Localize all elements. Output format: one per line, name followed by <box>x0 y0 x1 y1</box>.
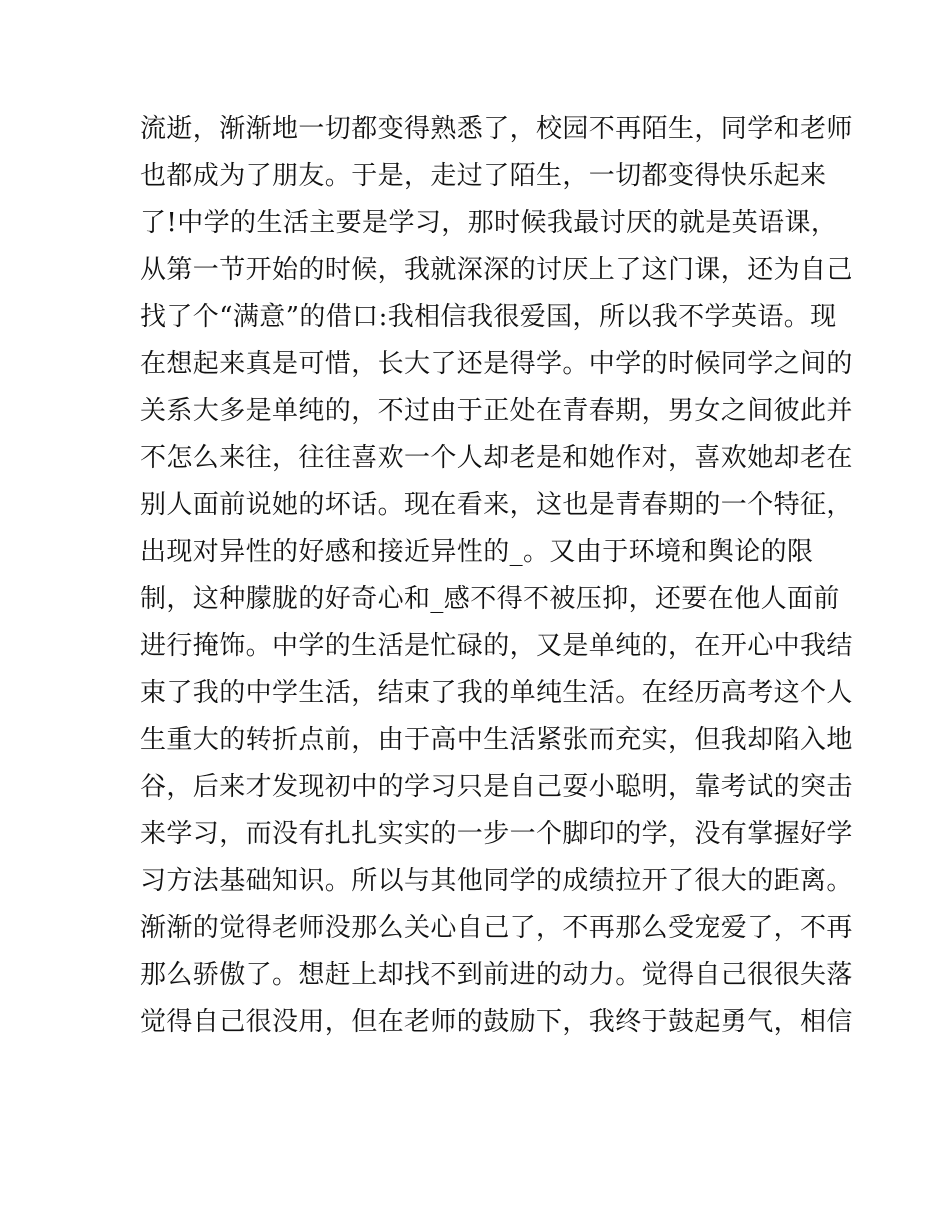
text-line: 在想起来真是可惜，长大了还是得学。中学的时候同学之间的 <box>140 349 853 379</box>
text-line: 来学习，而没有扎扎实实的一步一个脚印的学，没有掌握好学 <box>140 819 853 849</box>
text-line: 也都成为了朋友。于是，走过了陌生，一切都变得快乐起来 <box>140 161 827 191</box>
text-line: 关系大多是单纯的，不过由于正处在青春期，男女之间彼此并 <box>140 396 853 426</box>
text-line: 谷，后来才发现初中的学习只是自己耍小聪明，靠考试的突击 <box>140 772 853 802</box>
text-line: 流逝，渐渐地一切都变得熟悉了，校园不再陌生，同学和老师 <box>140 114 853 144</box>
text-line: 了!中学的生活主要是学习，那时候我最讨厌的就是英语课， <box>140 208 838 238</box>
text-line: 别人面前说她的坏话。现在看来，这也是青春期的一个特征， <box>140 490 853 520</box>
text-line: 找了个“满意”的借口:我相信我很爱国，所以我不学英语。现 <box>140 302 837 332</box>
text-line: 不怎么来往，往往喜欢一个人却老是和她作对，喜欢她却老在 <box>140 443 853 473</box>
text-line: 生重大的转折点前，由于高中生活紧张而充实，但我却陷入地 <box>140 725 853 755</box>
text-line: 束了我的中学生活，结束了我的单纯生活。在经历高考这个人 <box>140 678 853 708</box>
body-text <box>140 106 853 1046</box>
text-line: 觉得自己很没用，但在老师的鼓励下，我终于鼓起勇气，相信 <box>140 1007 853 1037</box>
text-line: 渐渐的觉得老师没那么关心自己了，不再那么受宠爱了，不再 <box>140 913 853 943</box>
text-line: 习方法基础知识。所以与其他同学的成绩拉开了很大的距离。 <box>140 866 853 896</box>
text-line: 进行掩饰。中学的生活是忙碌的，又是单纯的，在开心中我结 <box>140 631 853 661</box>
text-line: 出现对异性的好感和接近异性的_。又由于环境和舆论的限 <box>140 537 814 567</box>
text-line: 制，这种朦胧的好奇心和_感不得不被压抑，还要在他人面前 <box>140 584 840 614</box>
text-line: 从第一节开始的时候，我就深深的讨厌上了这门课，还为自己 <box>140 255 853 285</box>
text-line: 那么骄傲了。想赶上却找不到前进的动力。觉得自己很很失落 <box>140 960 853 990</box>
